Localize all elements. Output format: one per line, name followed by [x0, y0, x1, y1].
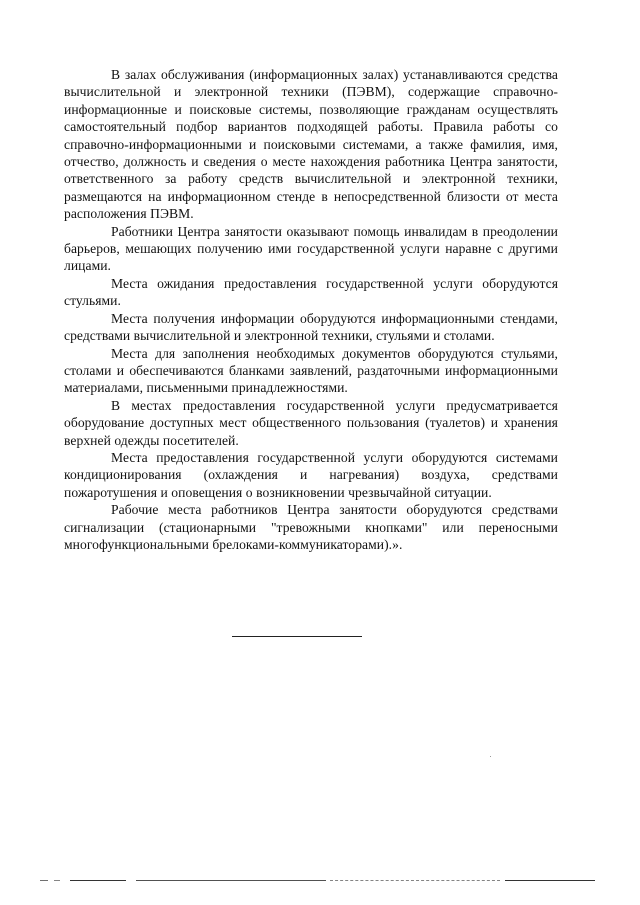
footer-scan-line [505, 880, 595, 881]
footer-scan-line [54, 880, 60, 881]
scan-artifact [490, 756, 491, 757]
footer-scan-line [40, 880, 48, 881]
paragraph-waiting-areas: Места ожидания предоставления государственной услуги оборудуются стульями. [64, 275, 558, 309]
footer-scan-line [136, 880, 326, 881]
footer-scan-line [330, 880, 500, 881]
paragraph-climate-safety: Места предоставления государственной услуги оборудуются системами кондиционирования (охлаждения и нагревания) воздуха, средствами пожаротушения и оповещения о возникновении чрезвычайной ситуации. [64, 449, 558, 500]
paragraph-disabled-assistance: Работники Центра занятости оказывают помощь инвалидам в преодолении барьеров, мешающих получению ими государственной услуги наравне с другими лицами. [64, 223, 558, 274]
document-body [64, 66, 558, 553]
paragraph-information-areas: Места получения информации оборудуются информационными стендами, средствами вычислительной и электронной техники, стульями и столами. [64, 310, 558, 344]
paragraph-public-facilities: В местах предоставления государственной услуги предусматривается оборудование доступных мест общественного пользования (туалетов) и хранения верхней одежды посетителей. [64, 397, 558, 448]
paragraph-alarm-systems: Рабочие места работников Центра занятости оборудуются средствами сигнализации (стационарными "тревожными кнопками" или переносными многофункциональными брелоками-коммуникаторами).». [64, 502, 558, 552]
paragraph-form-filling-areas: Места для заполнения необходимых документов оборудуются стульями, столами и обеспечиваются бланками заявлений, раздаточными информационными материалами, письменными принадлежностями. [64, 345, 558, 396]
end-separator-line [232, 636, 362, 637]
paragraph-info-halls: В залах обслуживания (информационных залах) устанавливаются средства вычислительной и электронной техники (ПЭВМ), содержащие справочно-информационные и поисковые системы, позволяющие гражданам осуществлять самостоятельный подбор вариантов подходящей работы. Правила работы со справочно-информационными и поисковыми системами, а также фамилия, имя, отчество, должность и сведения о месте нахождения работника Центра занятости, ответственного за работу средств вычислительной и электронной техники, размещаются на информационном стенде в непосредственной близости от места расположения ПЭВМ. [64, 67, 558, 222]
footer-scan-line [70, 880, 126, 881]
